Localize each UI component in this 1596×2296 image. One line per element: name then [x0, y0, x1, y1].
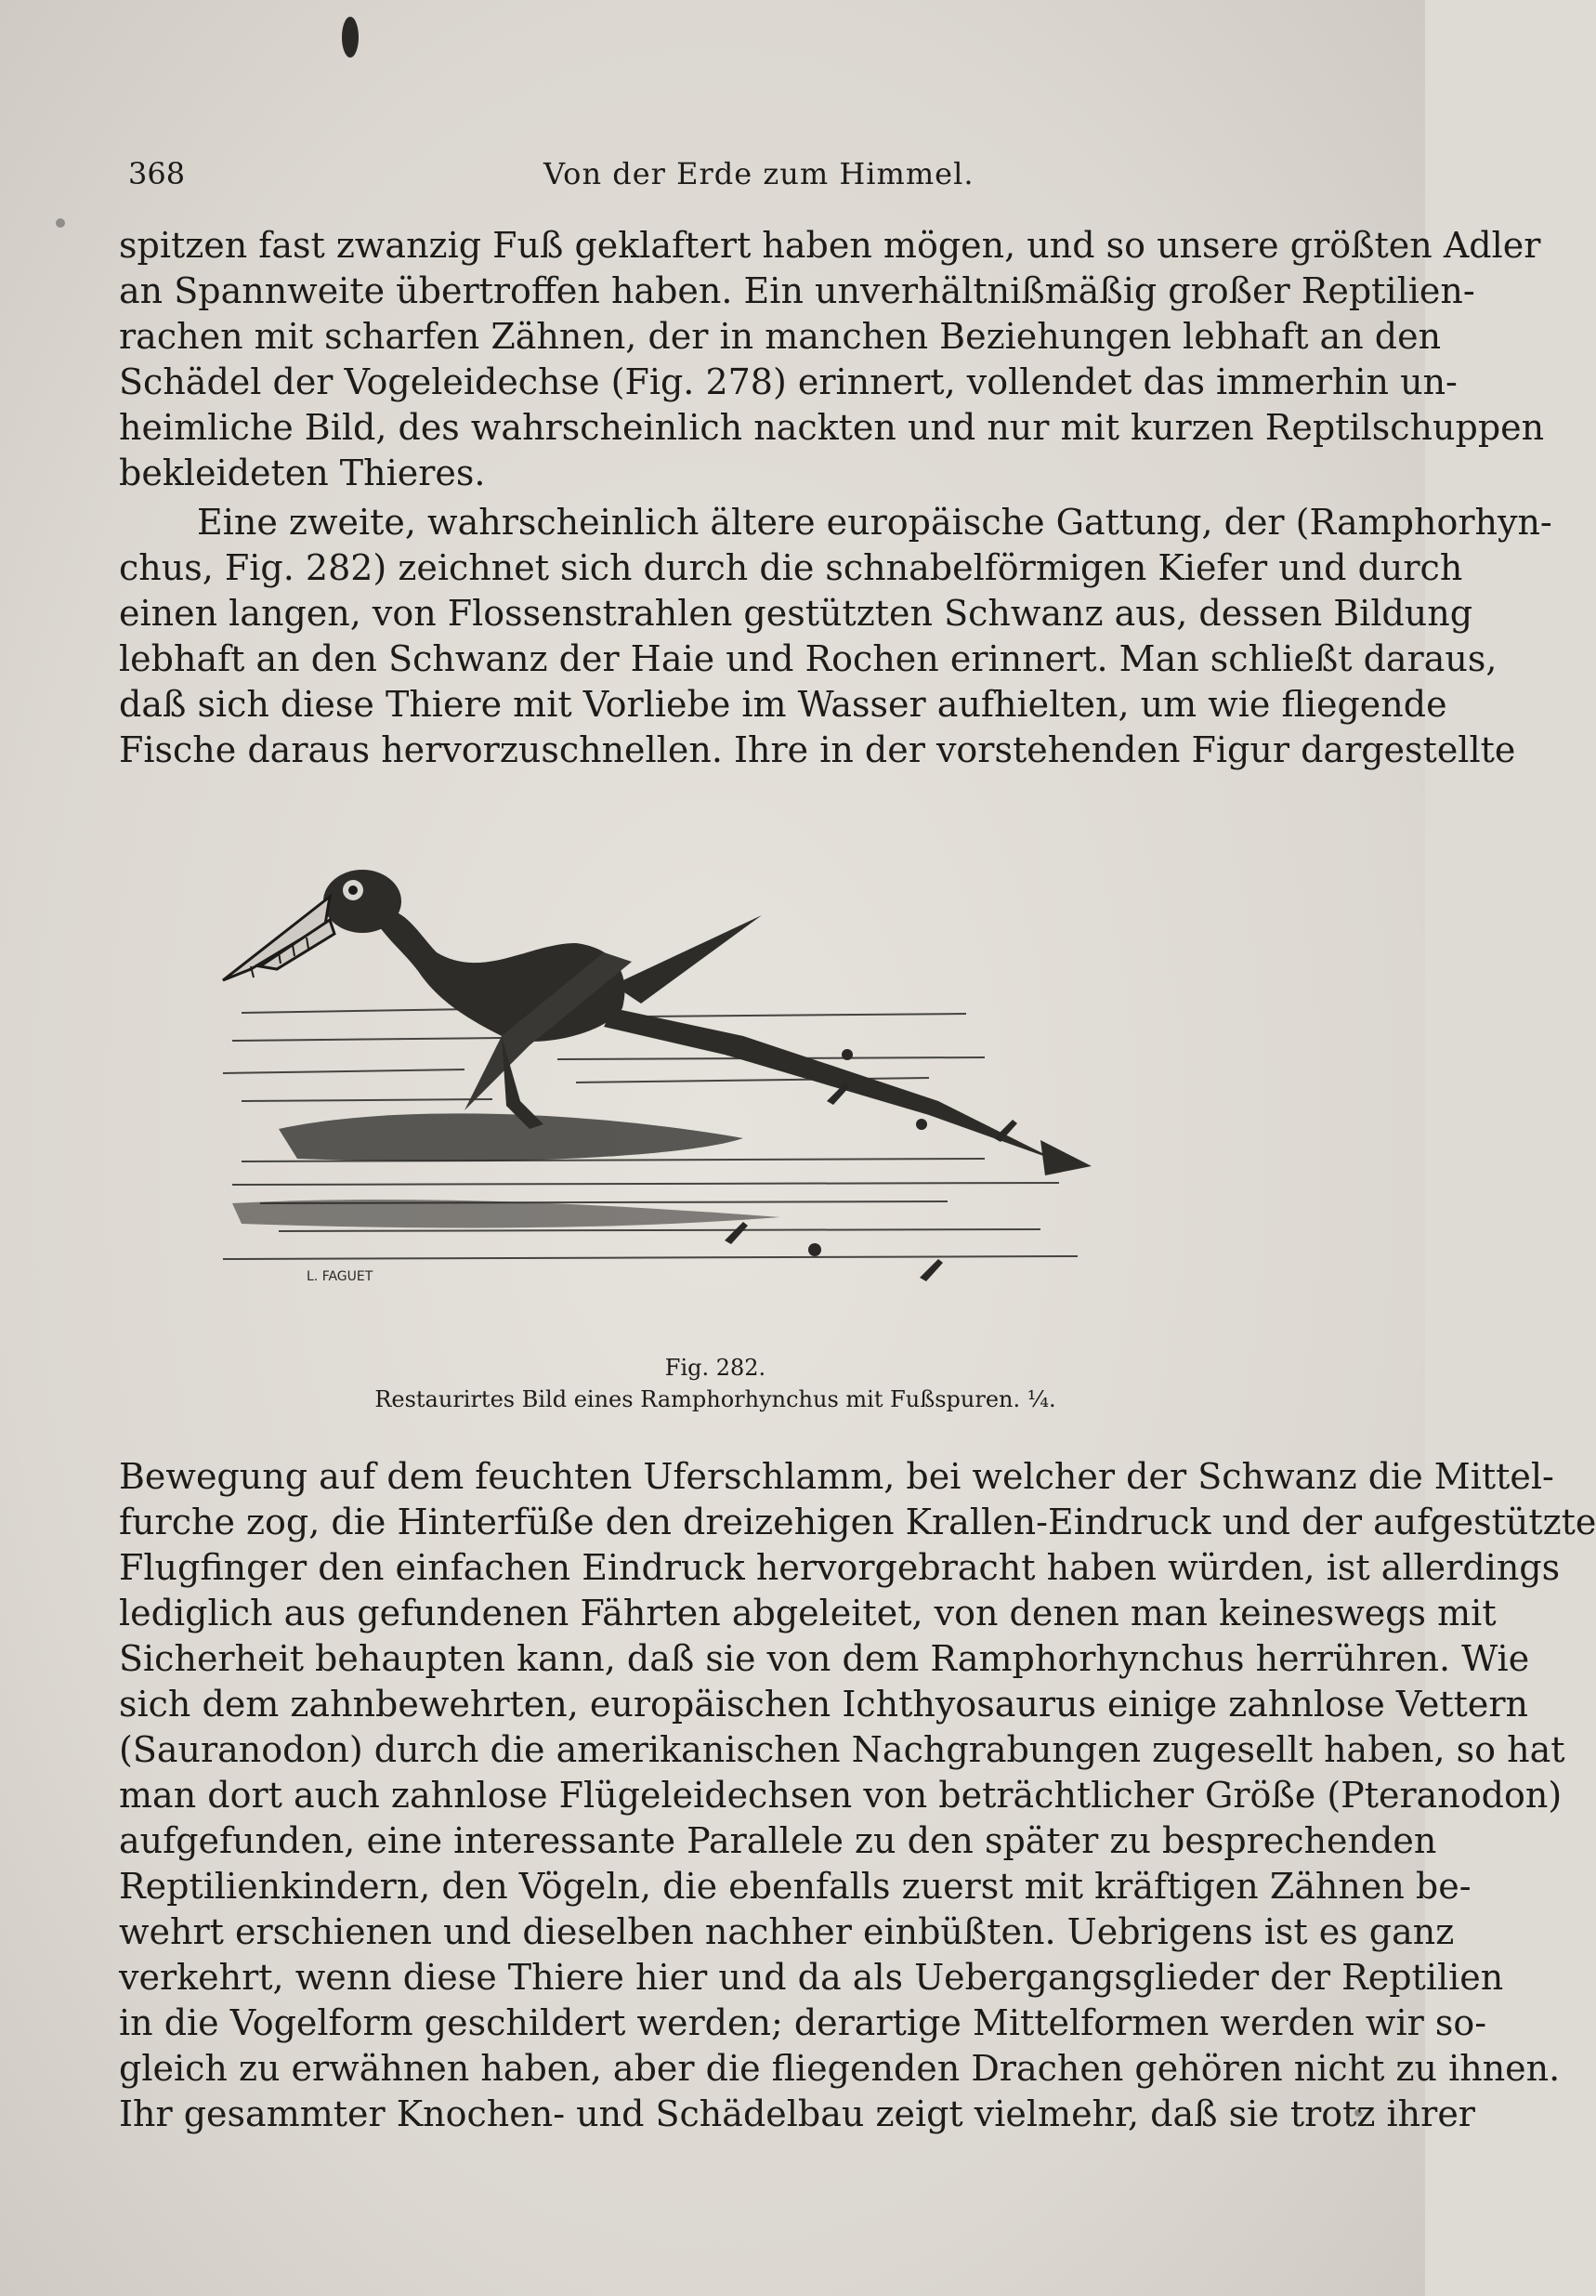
text-line: Eine zweite, wahrscheinlich ältere europäische Gattung, der (Ramphorhyn- — [197, 502, 1552, 543]
text-line: Ihr gesammter Knochen- und Schädelbau zeigt vielmehr, daß sie trotz ihrer — [119, 2093, 1475, 2134]
engraving-image — [223, 794, 1208, 1287]
ground-shadow — [232, 1200, 780, 1228]
tail-vane — [1040, 1140, 1092, 1175]
text-line: an Spannweite übertroffen haben. Ein unverhältnißmäßig großer Reptilien- — [119, 270, 1475, 311]
caption-text: Restaurirtes Bild eines Ramphorhynchus mit Fußspuren. ¼. — [374, 1386, 1056, 1412]
text-line: sich dem zahnbewehrten, europäischen Ichthyosaurus einige zahnlose Vettern — [119, 1684, 1529, 1725]
text-line: rachen mit scharfen Zähnen, der in manchen Beziehungen lebhaft an den — [119, 316, 1442, 357]
paragraph-1 — [119, 223, 1545, 496]
text-line: Flugfinger den einfachen Eindruck hervorgebracht haben würden, ist allerdings — [119, 1547, 1561, 1588]
text-line: (Sauranodon) durch die amerikanischen Nachgrabungen zugesellt haben, so hat — [119, 1729, 1565, 1770]
paragraph-2 — [119, 500, 1552, 773]
running-title: Von der Erde zum Himmel. — [543, 156, 975, 191]
text-line: daß sich diese Thiere mit Vorliebe im Wasser aufhielten, um wie fliegende — [119, 684, 1447, 725]
text-line: gleich zu erwähnen haben, aber die fliegenden Drachen gehören nicht zu ihnen. — [119, 2048, 1561, 2089]
text-line: Bewegung auf dem feuchten Uferschlamm, bei welcher der Schwanz die Mittel- — [119, 1456, 1554, 1497]
head — [323, 870, 401, 933]
text-line: aufgefunden, eine interessante Parallele zu den später zu besprechenden — [119, 1820, 1437, 1861]
figure-caption — [111, 1352, 1319, 1415]
figure-number: Fig. 282. — [664, 1355, 766, 1381]
text-line: heimliche Bild, des wahrscheinlich nackten und nur mit kurzen Reptilschuppen — [119, 407, 1545, 448]
text-line: Reptilienkindern, den Vögeln, die ebenfalls zuerst mit kräftigen Zähnen be- — [119, 1866, 1472, 1907]
text-line: spitzen fast zwanzig Fuß geklaftert haben mögen, und so unsere größten Adler — [119, 225, 1541, 266]
text-line: einen langen, von Flossenstrahlen gestützten Schwanz aus, dessen Bildung — [119, 593, 1473, 634]
wing-membrane — [613, 915, 762, 1004]
page-number: 368 — [128, 156, 186, 191]
text-line: lediglich aus gefundenen Fährten abgeleitet, von denen man keineswegs mit — [119, 1593, 1497, 1633]
text-line: lebhaft an den Schwanz der Haie und Rochen erinnert. Man schließt daraus, — [119, 638, 1498, 679]
shadow — [279, 1113, 743, 1161]
paragraph-3 — [119, 1454, 1596, 2137]
text-line: Sicherheit behaupten kann, daß sie von dem Ramphorhynchus herrühren. Wie — [119, 1638, 1530, 1679]
text-line: wehrt erschienen und dieselben nachher einbüßten. Uebrigens ist es ganz — [119, 1911, 1455, 1952]
text-line: in die Vogelform geschildert werden; derartige Mittelformen werden wir so- — [119, 2002, 1487, 2043]
text-line: man dort auch zahnlose Flügeleidechsen von beträchtlicher Größe (Pteranodon) — [119, 1775, 1563, 1816]
text-line: furche zog, die Hinterfüße den dreizehigen Krallen-Eindruck und der aufgestützte — [119, 1502, 1596, 1542]
ramphorhynchus-illustration — [223, 794, 1208, 1287]
text-line: verkehrt, wenn diese Thiere hier und da als Uebergangsglieder der Reptilien — [119, 1957, 1504, 1998]
running-header — [121, 149, 1347, 195]
text-line: chus, Fig. 282) zeichnet sich durch die schnabelförmigen Kiefer und durch — [119, 547, 1463, 588]
text-line: bekleideten Thieres. — [119, 453, 486, 493]
text-line: Schädel der Vogeleidechse (Fig. 278) erinnert, vollendet das immerhin un- — [119, 361, 1458, 402]
artist-signature: L. FAGUET — [307, 1269, 373, 1284]
text-line: Fische daraus hervorzuschnellen. Ihre in der vorstehenden Figur dargestellte — [119, 729, 1516, 770]
